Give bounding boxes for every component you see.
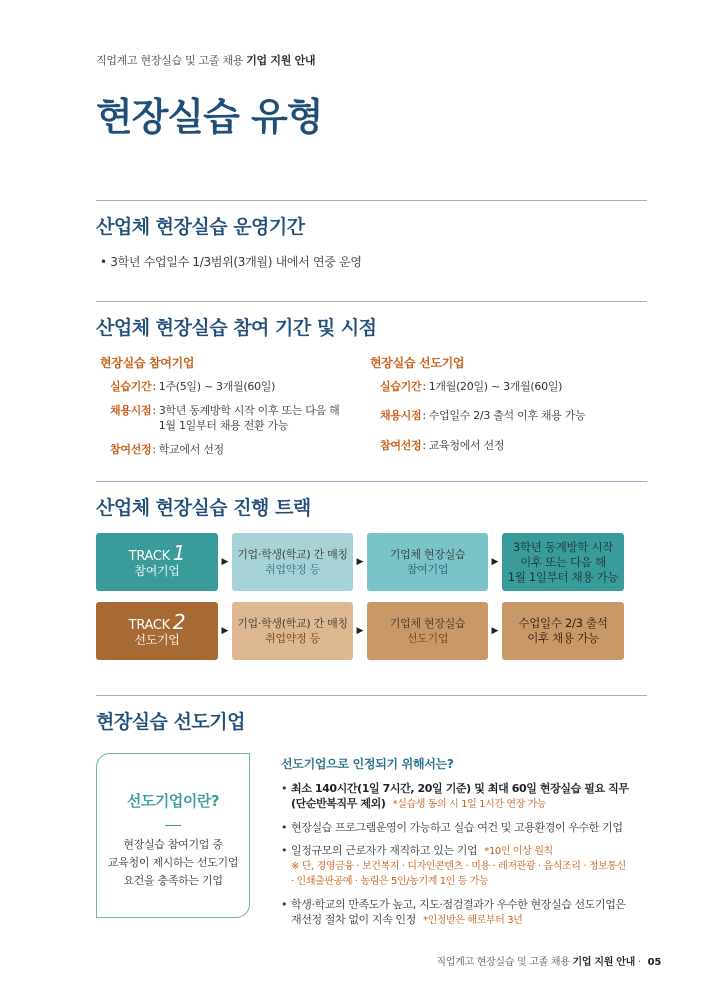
participating-company-column	[100, 354, 370, 466]
card-title: 선도기업이란?	[126, 792, 220, 810]
arrow-right-icon: ▶	[491, 626, 499, 636]
step-subtext: 선도기업	[406, 632, 449, 645]
section-heading-track: 산업체 현장실습 진행 트랙	[96, 497, 311, 519]
criteria-note: *10인 이상 원칙	[484, 846, 553, 857]
track-1-step-matching	[232, 533, 353, 591]
track-1-row	[96, 533, 626, 591]
step-text: 이후 또는 다음 해	[520, 554, 606, 569]
leading-criteria	[281, 755, 631, 936]
kv-key: 참여선정	[380, 439, 422, 452]
track-number: 2	[172, 609, 186, 634]
step-text: 1월 1일부터 채용 가능	[507, 569, 619, 584]
kv-key: 채용시점	[110, 404, 152, 417]
section-heading-period: 산업체 현장실습 운영기간	[96, 216, 305, 238]
step-text: 수업일수 2/3 출석	[518, 616, 608, 630]
criteria-item: • 학생·학교의 만족도가 높고, 지도·점검결과가 우수한 현장실습 선도기업은 재선정 절차 없이 지속 인정 *인정받은 해로부터 3년	[281, 897, 631, 928]
kv-value: 1개월(20일) ~ 3개월(60일)	[428, 380, 563, 393]
arrow-right-icon: ▶	[356, 557, 364, 567]
track-number: 1	[172, 540, 186, 565]
step-text: 기업체 현장실습	[389, 617, 466, 630]
kv-item: 실습기간 : 1개월(20일) ~ 3개월(60일)	[380, 380, 563, 393]
step-subtext: 취업약정 등	[265, 632, 320, 645]
section-heading-leading: 현장실습 선도기업	[96, 711, 245, 733]
header-subtitle	[96, 52, 315, 68]
kv-item: 참여선정 : 학교에서 선정	[110, 443, 224, 456]
criteria-title: 선도기업으로 인정되기 위해서는?	[281, 757, 454, 771]
kv-value: 수업일수 2/3 출석 이후 채용 가능	[428, 409, 586, 422]
page-title: 현장실습 유형	[96, 95, 323, 139]
kv-value: 교육청에서 선정	[428, 439, 505, 452]
criteria-item: • 최소 140시간(1일 7시간, 20일 기준) 및 최대 60일 현장실습 필요 직무 (단순반복직무 제외) *실습생 동의 시 1일 1시간 연장 가능	[281, 781, 631, 812]
footer-text: 직업계고 현장실습 및 고졸 채용	[436, 957, 570, 968]
step-text: 기업·학생(학교) 간 매칭	[237, 617, 348, 630]
section-divider	[96, 695, 647, 696]
card-divider	[165, 825, 181, 826]
page-footer	[436, 953, 661, 968]
section-divider	[96, 481, 647, 482]
step-text: 3학년 동계방학 시작	[512, 539, 614, 554]
kv-item: 채용시점 : 3학년 동계방학 시작 이후 또는 다음 해 1월 1일부터 채용 전환 가능	[110, 403, 370, 433]
header-subtitle-bold: 기업 지원 안내	[246, 54, 316, 67]
section-divider	[96, 301, 647, 302]
kv-item: 실습기간 : 1주(5일) ~ 3개월(60일)	[110, 380, 276, 393]
criteria-note: *실습생 동의 시 1일 1시간 연장 가능	[392, 799, 547, 810]
arrow-right-icon: ▶	[221, 557, 229, 567]
track-2-step-matching	[232, 602, 353, 660]
track-2-row	[96, 602, 626, 660]
kv-key: 채용시점	[380, 409, 422, 422]
kv-value: 1주(5일) ~ 3개월(60일)	[158, 380, 276, 393]
section-heading-participation: 산업체 현장실습 참여 기간 및 시점	[96, 317, 377, 339]
track-2-step-hiring	[502, 602, 624, 660]
section-divider	[96, 200, 647, 201]
period-bullet: • 3학년 수업일수 1/3범위(3개월) 내에서 연중 운영	[100, 255, 362, 269]
step-subtext: 취업약정 등	[265, 563, 320, 576]
criteria-item: • 현장실습 프로그램운영이 가능하고 실습 여건 및 고용환경이 우수한 기업	[281, 820, 631, 835]
track-1-step-internship	[367, 533, 488, 591]
track-name: 참여기업	[134, 563, 180, 578]
track-2-badge	[96, 602, 218, 660]
track-name: 선도기업	[134, 632, 180, 647]
participating-company-title: 현장실습 참여기업	[100, 356, 195, 370]
leading-company-definition-card	[96, 753, 250, 918]
page-number: 05	[647, 957, 661, 968]
kv-item: 참여선정 : 교육청에서 선정	[380, 439, 505, 452]
leading-company-column	[370, 354, 640, 462]
card-body: 현장실습 참여기업 중 교육청이 제시하는 선도기업 요건을 충족하는 기업	[107, 838, 239, 887]
track-1-badge	[96, 533, 218, 591]
track-label: TRACK 2	[128, 609, 186, 634]
track-label: TRACK 1	[128, 540, 186, 565]
step-text: 이후 채용 가능	[527, 631, 599, 645]
arrow-right-icon: ▶	[491, 557, 499, 567]
header-subtitle-text: 직업계고 현장실습 및 고졸 채용	[96, 54, 244, 67]
footer-separator: ·	[637, 957, 641, 968]
arrow-right-icon: ▶	[221, 626, 229, 636]
criteria-item: • 일정규모의 근로자가 재직하고 있는 기업 *10인 이상 원칙 ※ 단, 경영금융 · 보건복지 · 디자인콘텐츠 · 미용 · 레저관광 · 음식조리 · 정보통신 · 인쇄출판공예 · 농림은 5인/농기계 1인 등 가능	[281, 843, 631, 889]
kv-value: 학교에서 선정	[158, 443, 224, 456]
track-2-step-internship	[367, 602, 488, 660]
kv-key: 실습기간	[380, 380, 422, 393]
kv-item: 채용시점 : 수업일수 2/3 출석 이후 채용 가능	[380, 409, 586, 422]
step-subtext: 참여기업	[406, 563, 449, 576]
criteria-subnote: ※ 단, 경영금융 · 보건복지 · 디자인콘텐츠 · 미용 · 레저관광 · 음식조리 · 정보통신 · 인쇄출판공예 · 농림은 5인/농기계 1인 등 가능	[291, 861, 626, 887]
kv-value: 3학년 동계방학 시작 이후 또는 다음 해 1월 1일부터 채용 전환 가능	[158, 404, 340, 432]
track-1-step-hiring	[502, 533, 624, 591]
kv-key: 실습기간	[110, 380, 152, 393]
arrow-right-icon: ▶	[356, 626, 364, 636]
step-text: 기업·학생(학교) 간 매칭	[237, 548, 348, 561]
criteria-note: *인정받은 해로부터 3년	[422, 915, 523, 926]
step-text: 기업체 현장실습	[389, 548, 466, 561]
footer-text-bold: 기업 지원 안내	[572, 957, 635, 968]
kv-key: 참여선정	[110, 443, 152, 456]
leading-company-title: 현장실습 선도기업	[370, 356, 465, 370]
